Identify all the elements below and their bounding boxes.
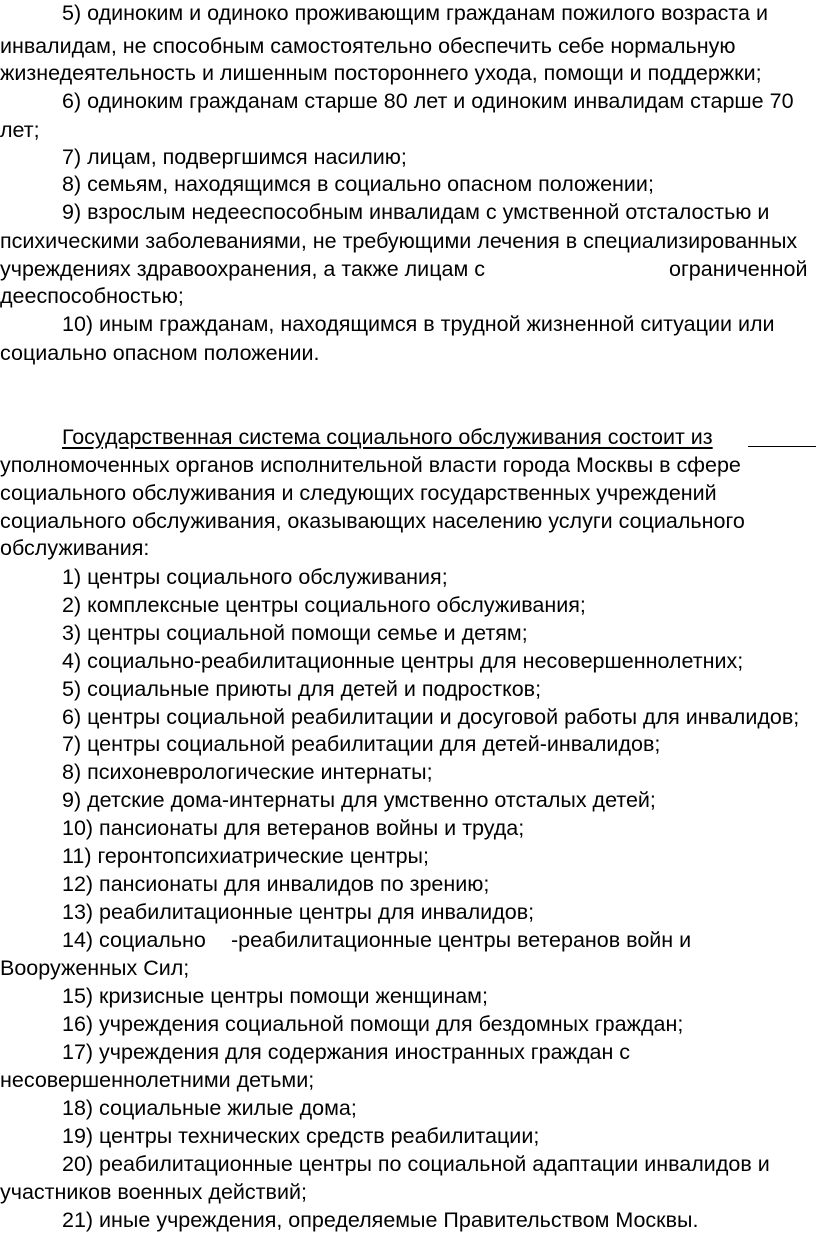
institution-19: 19) центры технических средств реабилитации; [62, 1124, 540, 1148]
item-10-line-1: 10) иным гражданам, находящимся в трудной жизненной ситуации или [62, 312, 775, 336]
institution-14-part-a: 14) социально [62, 928, 206, 952]
institution-7: 7) центры социальной реабилитации для детей-инвалидов; [62, 732, 661, 756]
institution-12: 12) пансионаты для инвалидов по зрению; [62, 872, 490, 896]
item-9-line-1: 9) взрослым недееспособным инвалидам с умственной отсталостью и [62, 200, 770, 224]
institution-3: 3) центры социальной помощи семье и детям; [62, 621, 528, 645]
institution-5: 5) социальные приюты для детей и подростков; [62, 677, 542, 701]
underline-tail [748, 446, 816, 447]
item-6-line-2: лет; [0, 118, 40, 142]
institution-15: 15) кризисные центры помощи женщинам; [62, 984, 488, 1008]
institution-17-line-2: несовершеннолетними детьми; [0, 1068, 315, 1092]
institution-20-line-1: 20) реабилитационные центры по социальной адаптации инвалидов и [62, 1152, 770, 1176]
institution-6: 6) центры социальной реабилитации и досуговой работы для инвалидов; [62, 705, 800, 729]
item-9-line-3b: ограниченной [669, 257, 808, 281]
system-intro-line-2: уполномоченных органов исполнительной власти города Москвы в сфере [0, 453, 741, 477]
item-5-line-2: инвалидам, не способным самостоятельно обеспечить себе нормальную [0, 34, 736, 58]
institution-13: 13) реабилитационные центры для инвалидов; [62, 900, 535, 924]
item-7: 7) лицам, подвергшимся насилию; [62, 145, 407, 169]
institution-17-line-1: 17) учреждения для содержания иностранных граждан с [62, 1040, 631, 1064]
item-9-line-3a: учреждениях здравоохранения, а также лицам с [0, 257, 485, 281]
institution-9: 9) детские дома-интернаты для умственно отсталых детей; [62, 788, 656, 812]
institution-1: 1) центры социального обслуживания; [62, 565, 448, 589]
institution-4: 4) социально-реабилитационные центры для несовершеннолетних; [62, 649, 744, 673]
institution-16: 16) учреждения социальной помощи для бездомных граждан; [62, 1012, 684, 1036]
item-5-line-3: жизнедеятельность и лишенным постороннего ухода, помощи и поддержки; [0, 61, 762, 85]
item-8: 8) семьям, находящимся в социально опасном положении; [62, 172, 654, 196]
institution-2: 2) комплексные центры социального обслуживания; [62, 593, 586, 617]
institution-10: 10) пансионаты для ветеранов войны и труда; [62, 816, 525, 840]
institution-18: 18) социальные жилые дома; [62, 1096, 357, 1120]
system-intro-line-5: обслуживания: [0, 536, 150, 560]
institution-8: 8) психоневрологические интернаты; [62, 760, 433, 784]
institution-14-part-b: -реабилитационные центры ветеранов войн и [231, 928, 692, 952]
institution-14-line-2: Вооруженных Сил; [0, 956, 190, 980]
institution-20-line-2: участников военных действий; [0, 1180, 307, 1204]
item-10-line-2: социально опасном положении. [0, 341, 320, 365]
system-intro-line-1: Государственная система социального обслуживания состоит из [62, 425, 713, 449]
item-9-line-2: психическими заболеваниями, не требующими лечения в специализированных [0, 229, 798, 253]
institution-21: 21) иные учреждения, определяемые Правительством Москвы. [62, 1208, 699, 1232]
item-6-line-1: 6) одиноким гражданам старше 80 лет и одиноким инвалидам старше 70 [62, 89, 794, 113]
institution-11: 11) геронтопсихиатрические центры; [62, 844, 429, 868]
item-9-line-4: дееспособностью; [0, 284, 184, 308]
system-intro-line-3: социального обслуживания и следующих государственных учреждений [0, 481, 717, 505]
item-5-line-1: 5) одиноким и одиноко проживающим гражданам пожилого возраста и [62, 1, 768, 25]
system-intro-line-4: социального обслуживания, оказывающих населению услуги социального [0, 509, 745, 533]
